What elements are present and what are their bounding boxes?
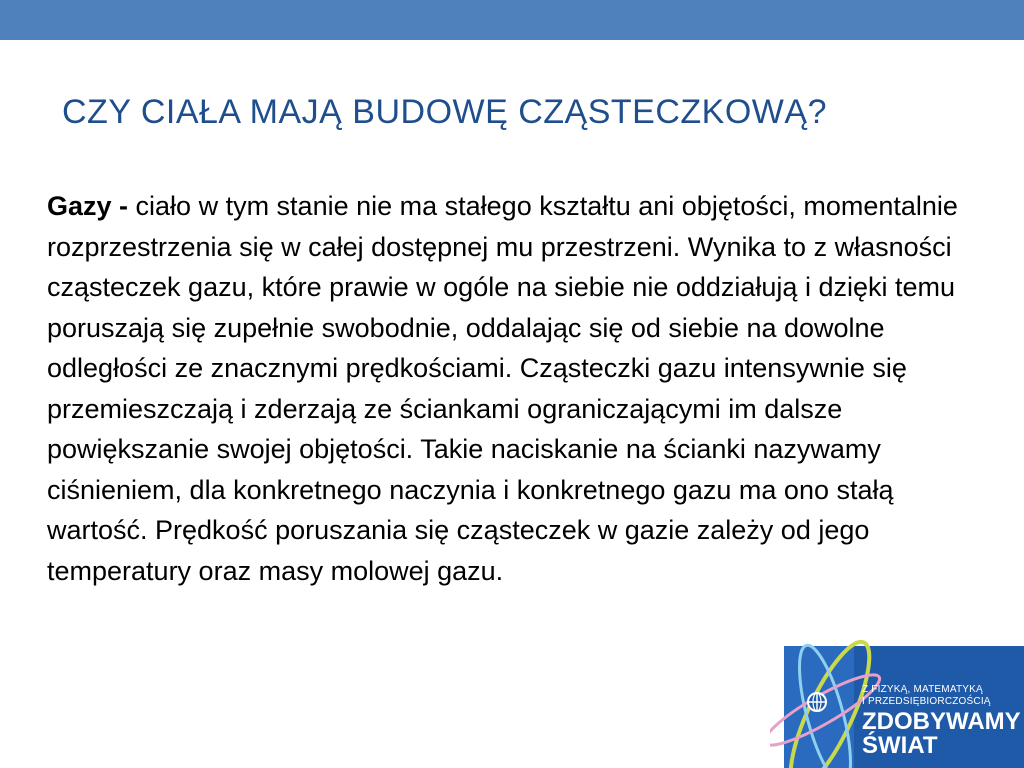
slide-body: [47, 186, 982, 591]
slide-title: CZY CIAŁA MAJĄ BUDOWĘ CZĄSTECZKOWĄ?: [62, 93, 827, 131]
logo-tagline-line1: Z FIZYKĄ, MATEMATYKĄ: [862, 684, 983, 695]
logo-tagline-line2: I PRZEDSIĘBIORCZOŚCIĄ: [862, 696, 991, 707]
logo-tagline: [862, 684, 991, 708]
project-logo: [770, 620, 1024, 768]
logo-headline: [862, 710, 1021, 758]
logo-headline-line1: ZDOBYWAMY: [862, 708, 1021, 735]
term-label: Gazy -: [47, 191, 129, 221]
term-description: ciało w tym stanie nie ma stałego kształtu ani objętości, momentalnie rozprzestrzenia się w całej dostępnej mu przestrzeni. Wynika to z własności cząsteczek gazu, które prawie w ogóle na siebie nie oddziałują i dzięki temu poruszają się zupełnie swobodnie, oddalając się od siebie na dowolne odległości ze znacznymi prędkościami. Cząsteczki gazu intensywnie się przemieszczają i zderzają ze ściankami ograniczającymi im dalsze powiększanie swojej objętości. Takie naciskanie na ścianki nazywamy ciśnieniem, dla konkretnego naczynia i konkretnego gazu ma ono stałą wartość. Prędkość poruszania się cząsteczek w gazie zależy od jego temperatury oraz masy molowej gazu.: [47, 191, 958, 586]
top-bar: [0, 0, 1024, 40]
logo-headline-line2: ŚWIAT: [862, 732, 938, 759]
